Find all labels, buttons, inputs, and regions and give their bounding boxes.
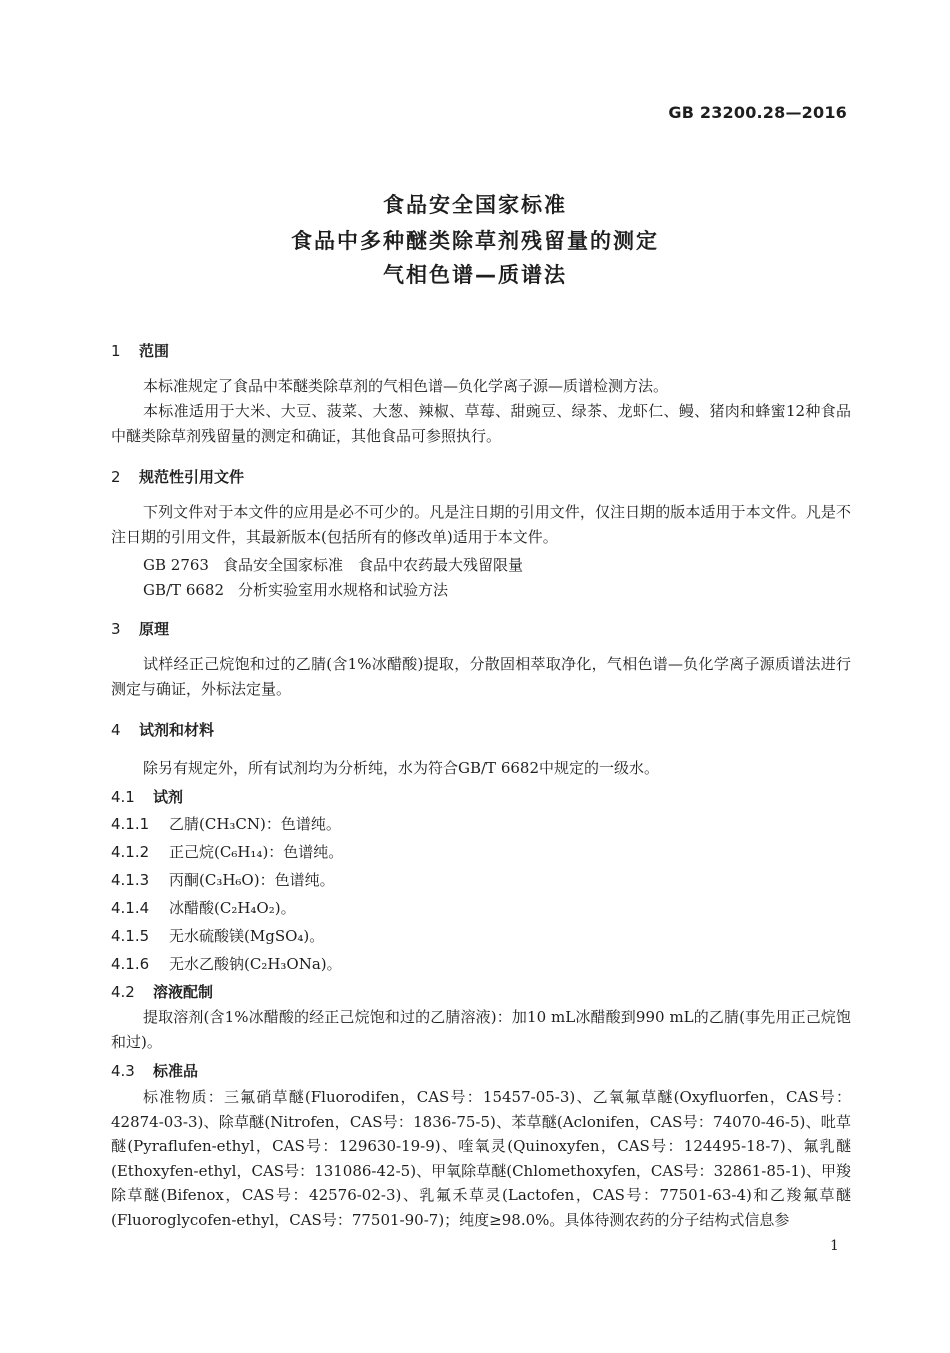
subsection-number: 4.2: [111, 983, 135, 1001]
reference-code: GB 2763: [143, 556, 209, 574]
item-text: 乙腈(CH₃CN)：色谱纯。: [169, 815, 341, 833]
item-text: 丙酮(C₃H₆O)：色谱纯。: [169, 871, 335, 889]
reference-code: GB/T 6682: [143, 581, 225, 599]
subsection-heading-4-1: [111, 786, 183, 807]
reagent-item: [111, 925, 324, 946]
section-title: 范围: [139, 342, 170, 360]
item-number: 4.1.5: [111, 927, 150, 945]
item-number: 4.1.4: [111, 899, 150, 917]
section-title: 原理: [139, 620, 170, 638]
reagent-item: [111, 897, 296, 918]
title-line-1: 食品安全国家标准: [383, 193, 567, 217]
subsection-heading-4-3: [111, 1060, 198, 1081]
section-number: 3: [111, 620, 121, 638]
paragraph: 本标准规定了食品中苯醚类除草剂的气相色谱—负化学离子源—质谱检测方法。: [143, 377, 669, 395]
reagent-item: [111, 841, 343, 862]
subsection-title: 溶液配制: [153, 983, 214, 1001]
section-heading-4: [111, 719, 214, 740]
section-heading-2: [111, 466, 244, 487]
item-text: 无水乙酸钠(C₂H₃ONa)。: [169, 955, 342, 973]
standard-code: GB 23200.28—2016: [668, 103, 847, 122]
item-text: 冰醋酸(C₂H₄O₂)。: [169, 899, 296, 917]
page-number: 1: [830, 1238, 839, 1254]
title-line-3: 气相色谱—质谱法: [383, 263, 567, 287]
subsection-heading-4-2: [111, 981, 213, 1002]
section-heading-3: [111, 618, 169, 639]
subsection-title: 试剂: [153, 788, 184, 806]
subsection-number: 4.3: [111, 1062, 135, 1080]
item-text: 无水硫酸镁(MgSO₄)。: [169, 927, 325, 945]
paragraph: 本标准适用于大米、大豆、菠菜、大葱、辣椒、草莓、甜豌豆、绿茶、龙虾仁、鳗、猪肉和蜂蜜12种食品中醚类除草剂残留量的测定和确证，其他食品可参照执行。: [111, 402, 851, 445]
paragraph: 提取溶剂(含1%冰醋酸的经正己烷饱和过的乙腈溶液)：加10 mL冰醋酸到990 mL的乙腈(事先用正己烷饱和过)。: [111, 1008, 851, 1051]
reagent-item: [111, 869, 335, 890]
section-title: 规范性引用文件: [139, 468, 245, 486]
reference-title: 食品安全国家标准 食品中农药最大残留限量: [222, 556, 523, 574]
reference-title: 分析实验室用水规格和试验方法: [238, 581, 449, 599]
paragraph: 标准物质：三氟硝草醚(Fluorodifen，CAS号：15457-05-3)、乙氧氟草醚(Oxyfluorfen，CAS号：42874-03-3)、除草醚(Nitrofen，CAS号：1836-75-5)、苯草醚(Aclonifen，CAS号：74070-46-5)、吡草醚(Pyraflufen-ethyl，CAS号：129630-19-9)、喹氧灵(Quinoxyfen，CAS号：124495-18-7)、氟乳醚(Ethoxyfen-ethyl，CAS号：131086-42-5)、甲氧除草醚(Chlomethoxyfen，CAS号：32861-85-1)、甲羧除草醚(Bifenox，CAS号：42576-02-3)、乳氟禾草灵(Lactofen，CAS号：77501-63-4)和乙羧氟草醚(Fluoroglycofen-ethyl，CAS号：77501-90-7)；纯度≥98.0%。具体待测农药的分子结构式信息参: [111, 1088, 851, 1229]
reagent-item: [111, 953, 342, 974]
paragraph: 试样经正己烷饱和过的乙腈(含1%冰醋酸)提取，分散固相萃取净化，气相色谱—负化学离子源质谱法进行测定与确证，外标法定量。: [111, 655, 851, 698]
section-number: 2: [111, 468, 121, 486]
paragraph: 除另有规定外，所有试剂均为分析纯，水为符合GB/T 6682中规定的一级水。: [143, 759, 660, 777]
item-number: 4.1.2: [111, 843, 150, 861]
paragraph: 下列文件对于本文件的应用是必不可少的。凡是注日期的引用文件，仅注日期的版本适用于本文件。凡是不注日期的引用文件，其最新版本(包括所有的修改单)适用于本文件。: [111, 503, 851, 546]
item-text: 正己烷(C₆H₁₄)：色谱纯。: [169, 843, 344, 861]
subsection-title: 标准品: [153, 1062, 199, 1080]
item-number: 4.1.3: [111, 871, 150, 889]
reagent-item: [111, 813, 341, 834]
section-number: 4: [111, 721, 121, 739]
section-heading-1: [111, 340, 169, 361]
reference-item: [143, 554, 537, 575]
reference-item: [143, 579, 462, 600]
subsection-number: 4.1: [111, 788, 135, 806]
section-number: 1: [111, 342, 121, 360]
title-line-2: 食品中多种醚类除草剂残留量的测定: [291, 229, 659, 253]
item-number: 4.1.1: [111, 815, 150, 833]
section-title: 试剂和材料: [139, 721, 215, 739]
item-number: 4.1.6: [111, 955, 150, 973]
